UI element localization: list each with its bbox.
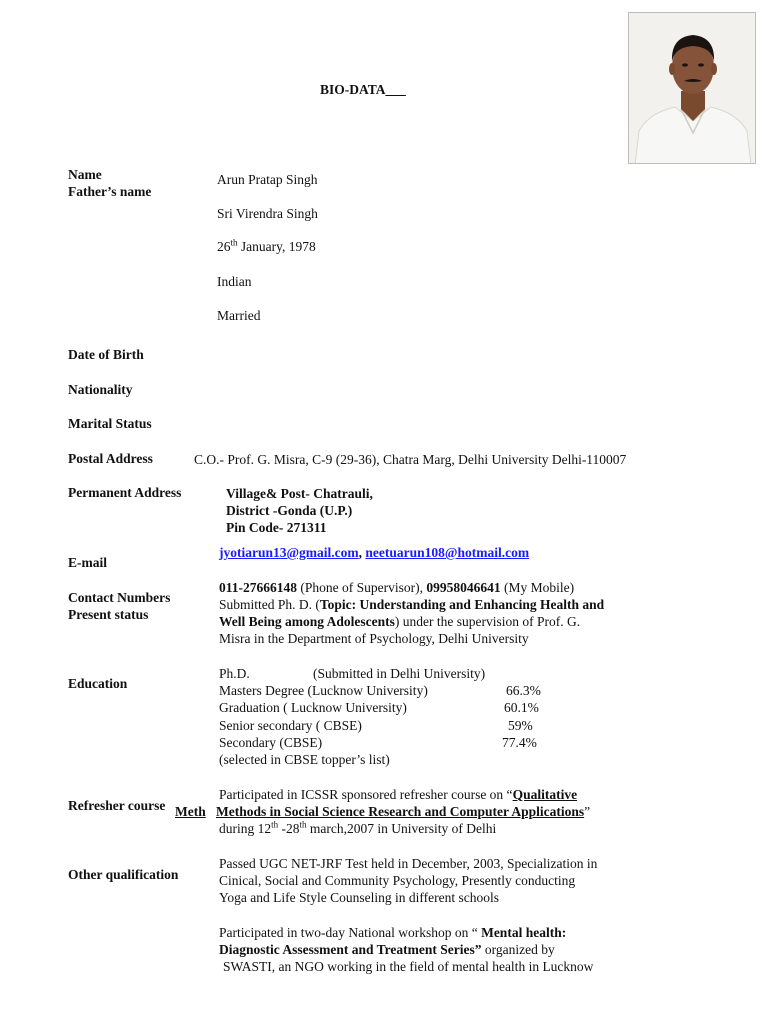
edu-senior-secondary-score: 59% [508,718,533,733]
label-father: Father’s name [68,184,152,199]
refresher-line-1 [219,787,577,803]
value-name: Arun Pratap Singh [217,172,318,187]
label-present: Present status [68,607,149,622]
email-link-1[interactable]: jyotiarun13@gmail.com [219,545,359,560]
phone-supervisor-note: (Phone of Supervisor), [297,580,427,595]
profile-photo [628,12,756,164]
refresher-1b: Qualitative [512,787,578,802]
edu-graduation-score: 60.1% [504,700,539,715]
label-marital: Marital Status [68,416,152,431]
label-dob: Date of Birth [68,347,144,362]
value-email [219,545,529,561]
edu-masters-score: 66.3% [506,683,541,698]
value-dob [217,239,316,255]
workshop-line-3: SWASTI, an NGO working in the field of mental health in Lucknow [223,959,594,974]
refresher-overlap: Meth [175,804,206,819]
phone-mobile: 09958046641 [426,580,501,595]
person-photo-icon [629,13,756,164]
refresher-1a: Participated in ICSSR sponsored refresher course on “ [219,787,513,802]
title-underline: ___ [385,82,406,97]
present-1b: Topic: Understanding and Enhancing Health and [319,597,605,612]
workshop-1b: Mental health: [481,925,567,940]
value-father: Sri Virendra Singh [217,206,318,221]
refresher-2-end: ” [584,804,591,819]
dob-rest: January, 1978 [237,239,316,254]
workshop-2b: organized by [481,942,555,957]
edu-masters: Masters Degree (Lucknow University) [219,683,428,698]
edu-phd: Ph.D. [219,666,250,681]
value-permanent-line-3: Pin Code- 271311 [226,520,327,535]
present-2a: Well Being among Adolescents [219,614,395,629]
label-refresher: Refresher course [68,798,166,813]
value-contact [219,580,574,596]
value-permanent-line-2: District -Gonda (U.P.) [226,503,353,518]
phone-supervisor: 011-27666148 [219,580,298,595]
refresher-3c: march,2007 in University of Delhi [306,821,497,836]
other-line-1: Passed UGC NET-JRF Test held in December, 2003, Specialization in [219,856,598,871]
email-separator: , [358,545,366,560]
other-line-3: Yoga and Life Style Counseling in different schools [219,890,499,905]
label-email: E-mail [68,555,107,570]
value-marital: Married [217,308,261,323]
workshop-line-1 [219,925,566,941]
present-line-3: Misra in the Department of Psychology, Delhi University [219,631,529,646]
present-1a: Submitted Ph. D. ( [219,597,320,612]
label-other: Other qualification [68,867,179,882]
refresher-line-3 [219,821,496,837]
refresher-line-2 [216,804,590,820]
page-title [320,82,406,98]
label-education: Education [68,676,128,691]
refresher-3a: during 12 [219,821,272,836]
label-permanent: Permanent Address [68,485,182,500]
present-line-2 [219,614,580,630]
value-permanent-line-1: Village& Post- Chatrauli, [226,486,373,501]
workshop-line-2 [219,942,555,958]
value-postal: C.O.- Prof. G. Misra, C-9 (29-36), Chatra Marg, Delhi University Delhi-110007 [194,452,627,467]
label-postal: Postal Address [68,451,153,466]
workshop-1a: Participated in two-day National workshop on “ [219,925,482,940]
edu-graduation: Graduation ( Lucknow University) [219,700,407,715]
label-name: Name [68,167,102,182]
refresher-2: Methods in Social Science Research and Computer Applications [216,804,585,819]
edu-senior-secondary: Senior secondary ( CBSE) [219,718,362,733]
present-2b: ) under the supervision of Prof. G. [394,614,581,629]
refresher-3-sup2: th [299,819,307,830]
dob-suffix: th [230,237,238,248]
edu-note: (selected in CBSE topper’s list) [219,752,390,767]
edu-phd-detail: (Submitted in Delhi University) [313,666,486,681]
title-text: BIO-DATA [320,82,386,97]
workshop-2a: Diagnostic Assessment and Treatment Series” [219,942,482,957]
value-nationality: Indian [217,274,252,289]
dob-day: 26 [217,239,231,254]
refresher-3b: -28 [278,821,300,836]
present-line-1 [219,597,604,613]
refresher-3-sup1: th [271,819,279,830]
label-contact: Contact Numbers [68,590,171,605]
edu-secondary-score: 77.4% [502,735,537,750]
edu-secondary: Secondary (CBSE) [219,735,323,750]
other-line-2: Cinical, Social and Community Psychology, Presently conducting [219,873,576,888]
phone-mobile-note: (My Mobile) [500,580,575,595]
email-link-2[interactable]: neetuarun108@hotmail.com [365,545,530,560]
label-nationality: Nationality [68,382,133,397]
